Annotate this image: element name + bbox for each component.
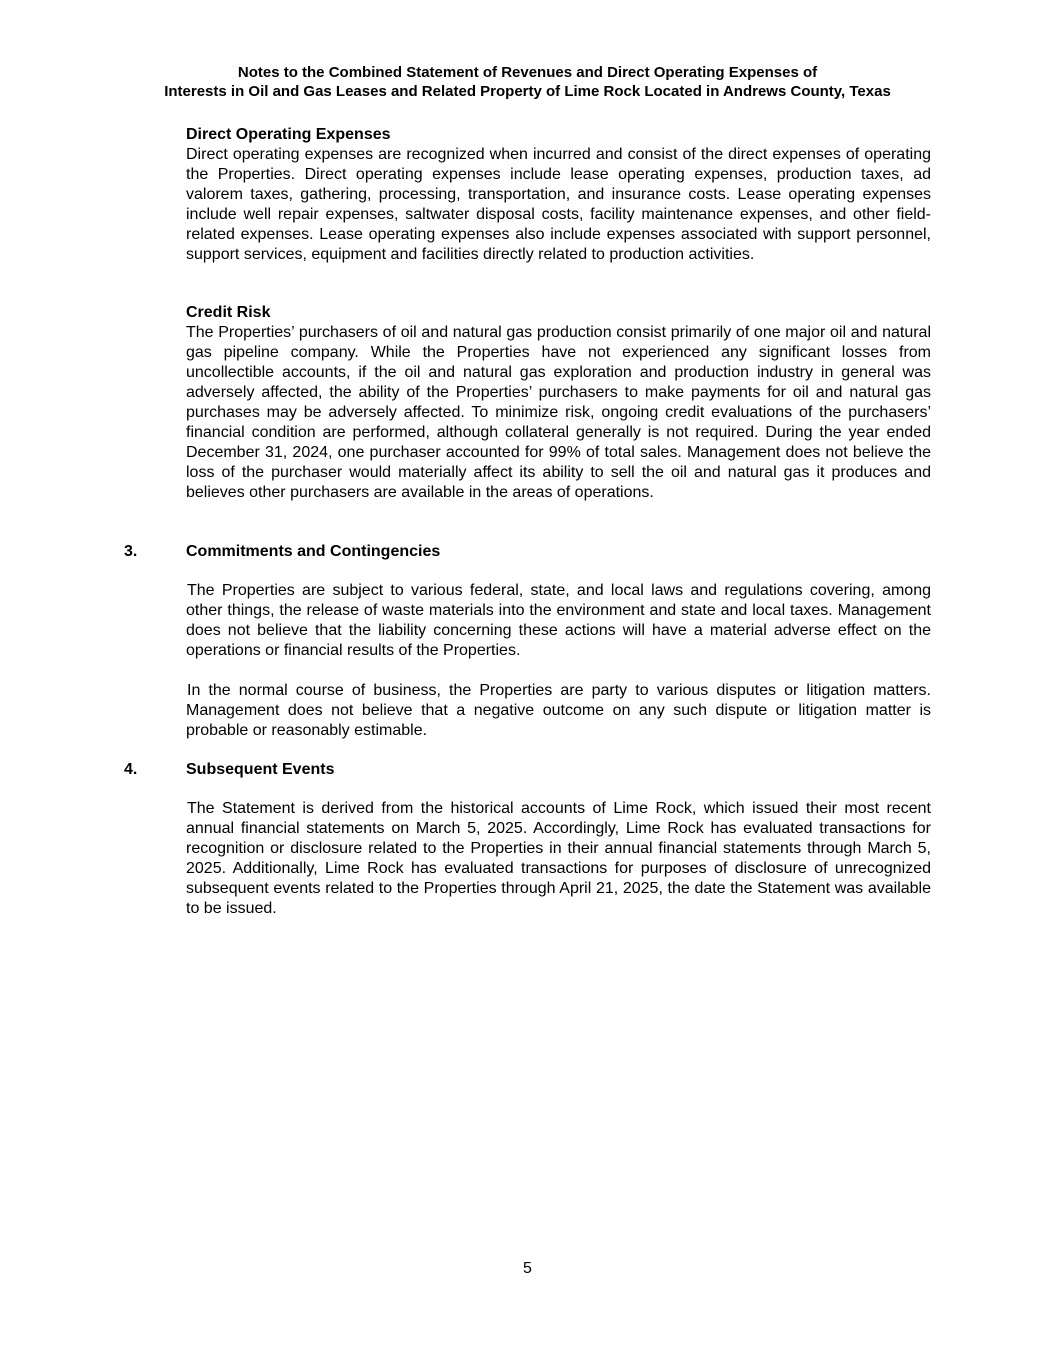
page-header bbox=[0, 63, 1055, 101]
credit-risk-section bbox=[186, 303, 931, 503]
section-4-title: Subsequent Events bbox=[186, 761, 335, 778]
section-3-paragraph-1 bbox=[186, 581, 931, 661]
header-line-2: Interests in Oil and Gas Leases and Related Property of Lime Rock Located in Andrews County, Texas bbox=[164, 83, 891, 100]
direct-operating-expenses-title: Direct Operating Expenses bbox=[186, 126, 391, 143]
section-4-para-1-text: The Statement is derived from the historical accounts of Lime Rock, which issued their most recent annual financial statements on March 5, 2025. Accordingly, Lime Rock has evaluated transactions for recognition or disclosure related to the Properties in their annual financial statements through March 5, 2025. Additionally, Lime Rock has evaluated transactions for purposes of disclosure of unrecognized subsequent events related to the Properties through April 21, 2025, the date the Statement was available to be issued. bbox=[186, 800, 931, 917]
section-3-title: Commitments and Contingencies bbox=[186, 543, 441, 560]
section-4-number: 4. bbox=[124, 761, 138, 778]
section-4-heading bbox=[124, 760, 931, 780]
credit-risk-body: The Properties’ purchasers of oil and natural gas production consist primarily of one major oil and natural gas pipeline company. While the Properties have not experienced any significant losses from uncollectible accounts, if the oil and natural gas exploration and production industry in general was adversely affected, the ability of the Properties’ purchasers to make payments for oil and natural gas purchases may be adversely affected. To minimize risk, ongoing credit evaluations of the purchasers’ financial condition are performed, although collateral generally is not required. During the year ended December 31, 2024, one purchaser accounted for 99% of total sales. Management does not believe the loss of the purchaser would materially affect its ability to sell the oil and natural gas it produces and believes other purchasers are available in the areas of operations. bbox=[186, 324, 931, 501]
direct-operating-expenses-body: Direct operating expenses are recognized when incurred and consist of the direct expenses of operating the Properties. Direct operating expenses include lease operating expenses, production taxes, ad valorem taxes, gathering, processing, transportation, and insurance costs. Lease operating expenses include well repair expenses, saltwater disposal costs, facility maintenance expenses, and other field-related expenses. Lease operating expenses also include expenses associated with support personnel, support services, equipment and facilities directly related to production activities. bbox=[186, 146, 931, 263]
section-3-heading bbox=[124, 542, 931, 562]
section-3-number: 3. bbox=[124, 543, 138, 560]
direct-operating-expenses-section bbox=[186, 125, 931, 265]
section-3-para-1-text: The Properties are subject to various federal, state, and local laws and regulations covering, among other things, the release of waste materials into the environment and state and local taxes. Management does not believe that the liability concerning these actions will have a material adverse effect on the operations or financial results of the Properties. bbox=[186, 582, 931, 659]
section-4-paragraph-1 bbox=[186, 799, 931, 919]
page-number: 5 bbox=[523, 1260, 532, 1277]
section-3-para-2-text: In the normal course of business, the Properties are party to various disputes or litigation matters. Management does not believe that a negative outcome on any such dispute or litigation matter is probable or reasonably estimable. bbox=[186, 682, 931, 739]
credit-risk-title: Credit Risk bbox=[186, 304, 271, 321]
section-3-paragraph-2 bbox=[186, 681, 931, 741]
header-line-1: Notes to the Combined Statement of Revenues and Direct Operating Expenses of bbox=[237, 64, 818, 81]
